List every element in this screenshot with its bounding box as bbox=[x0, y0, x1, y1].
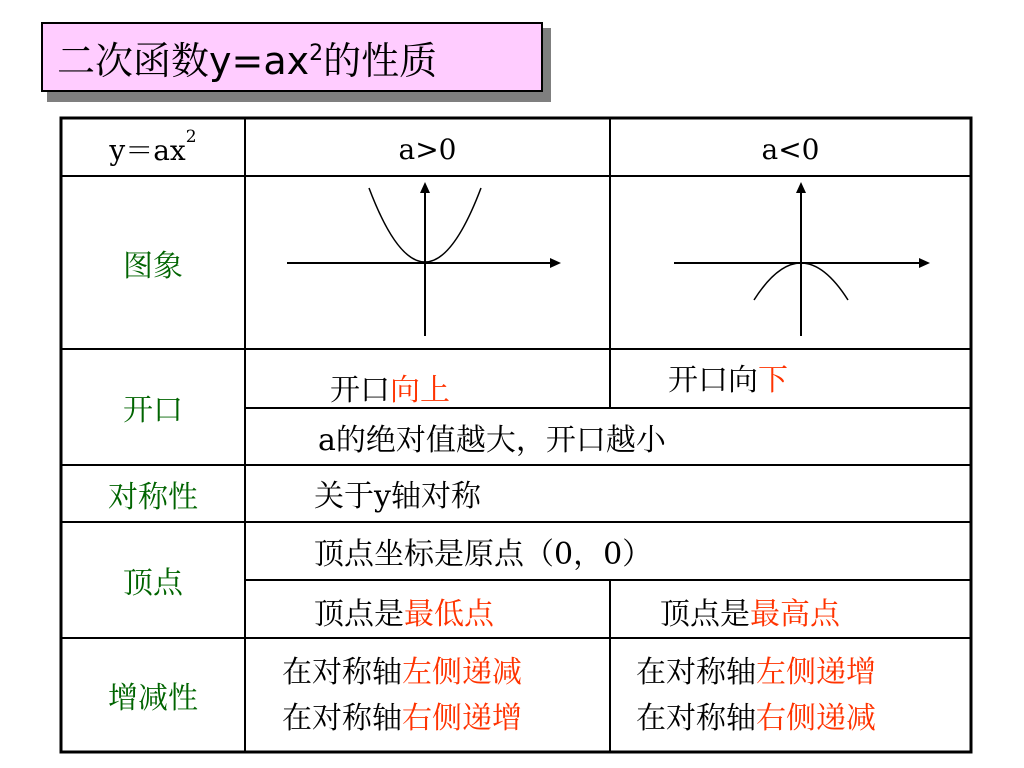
monotonic-positive-line2: 在对称轴右侧递增 bbox=[282, 701, 522, 736]
vertex-negative-highlight: 最高点 bbox=[750, 597, 840, 632]
row-label-graph: 图象 bbox=[123, 248, 183, 284]
vertex-positive-highlight: 最低点 bbox=[404, 597, 494, 632]
header-a-positive: a>0 bbox=[398, 132, 457, 166]
x-axis-arrow bbox=[919, 258, 930, 268]
header-function: y＝ax 2 bbox=[109, 127, 197, 167]
title-superscript: 2 bbox=[309, 40, 324, 66]
opening-shared-note: a的绝对值越大，开口越小 bbox=[318, 423, 666, 458]
x-axis-arrow bbox=[550, 258, 561, 268]
opening-positive-highlight: 向上 bbox=[390, 373, 450, 408]
title-tail: 的性质 bbox=[323, 38, 438, 83]
row-label-monotonicity: 增减性 bbox=[108, 681, 198, 716]
graph-a-positive bbox=[245, 176, 610, 349]
monotonic-negative-line1: 在对称轴左侧递增 bbox=[636, 655, 876, 690]
opening-positive: 开口 向上 bbox=[330, 364, 450, 410]
monotonic-positive-line1: 在对称轴左侧递减 bbox=[282, 655, 522, 690]
graph-a-negative bbox=[610, 176, 971, 349]
monotonic-negative bbox=[636, 650, 876, 742]
opening-negative: 开口向 下 bbox=[668, 354, 788, 400]
opening-negative-highlight: 下 bbox=[758, 363, 788, 398]
row-label-opening: 开口 bbox=[123, 393, 183, 428]
vertex-positive: 顶点是 最低点 bbox=[314, 588, 494, 634]
row-label-vertex: 顶点 bbox=[123, 566, 183, 601]
y-axis-arrow bbox=[796, 182, 806, 193]
page-title bbox=[41, 22, 543, 92]
symmetry-text: 关于y轴对称 bbox=[314, 479, 481, 514]
monotonic-negative-line2: 在对称轴右侧递减 bbox=[636, 701, 876, 736]
monotonic-positive bbox=[282, 650, 522, 742]
vertex-negative: 顶点是 最高点 bbox=[660, 588, 840, 634]
header-a-negative: a<0 bbox=[761, 132, 820, 166]
vertex-shared: 顶点坐标是原点（0，0） bbox=[314, 537, 653, 572]
title-main: 二次函数y=ax bbox=[57, 38, 310, 83]
row-label-symmetry: 对称性 bbox=[108, 479, 198, 515]
y-axis-arrow bbox=[420, 182, 430, 193]
